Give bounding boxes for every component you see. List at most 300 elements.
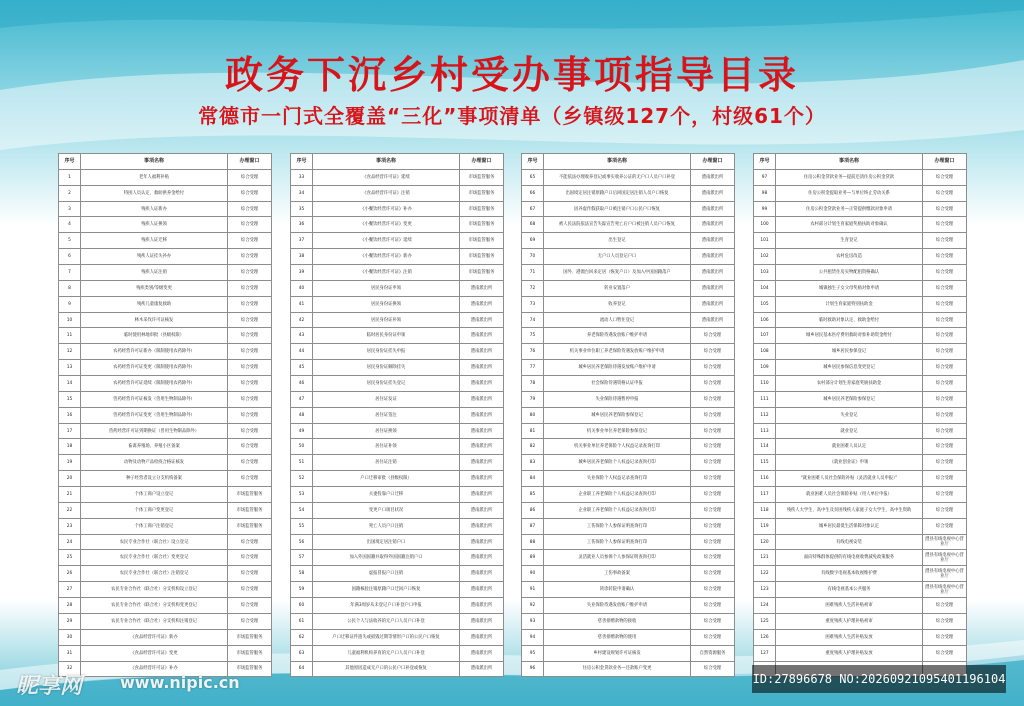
table-row bbox=[291, 598, 504, 614]
row-window: 综合受理 bbox=[228, 217, 272, 233]
row-window: 综合受理 bbox=[923, 233, 967, 249]
row-index: 47 bbox=[291, 391, 313, 407]
row-window: 综合受理 bbox=[228, 471, 272, 487]
table-row bbox=[522, 423, 735, 439]
row-item-name: 城镇独生子女父母奖励对象申请 bbox=[776, 280, 923, 296]
row-index: 120 bbox=[754, 534, 776, 550]
table-row bbox=[59, 582, 272, 598]
row-window: 综合受理 bbox=[691, 471, 735, 487]
row-item-name: 居住证补领 bbox=[313, 439, 460, 455]
row-item-name: 夫妻投靠户口迁移 bbox=[313, 487, 460, 503]
row-window: 综合受理 bbox=[923, 360, 967, 376]
table-row bbox=[522, 185, 735, 201]
row-index: 40 bbox=[291, 280, 313, 296]
row-index: 31 bbox=[59, 645, 81, 661]
row-window: 综合受理 bbox=[923, 471, 967, 487]
row-item-name: 城乡居民参保登记 bbox=[776, 344, 923, 360]
row-index: 32 bbox=[59, 661, 81, 677]
row-index: 26 bbox=[59, 566, 81, 582]
row-window: 综合受理 bbox=[691, 566, 735, 582]
row-item-name: 无户口人员登记户口 bbox=[544, 249, 691, 265]
row-index: 72 bbox=[522, 280, 544, 296]
page-subtitle: 常德市一门式全覆盖“三化”事项清单（乡镇级127个，村级61个） bbox=[198, 104, 826, 128]
table-row bbox=[522, 296, 735, 312]
row-window: 综合受理 bbox=[228, 280, 272, 296]
row-item-name: 公共租赁住房实物配租资格确认 bbox=[776, 265, 923, 281]
row-item-name: 计划生育家庭特别扶助金 bbox=[776, 296, 923, 312]
row-index: 118 bbox=[754, 502, 776, 518]
row-window: 综合受理 bbox=[691, 439, 735, 455]
row-window: 综合受理 bbox=[923, 407, 967, 423]
row-item-name: 死亡人员户口注销 bbox=[313, 518, 460, 534]
table-row bbox=[522, 407, 735, 423]
row-window: 综合受理 bbox=[691, 502, 735, 518]
row-window: 澧南派出所 bbox=[460, 360, 504, 376]
table-row bbox=[754, 296, 967, 312]
row-index: 20 bbox=[59, 471, 81, 487]
table-row bbox=[754, 328, 967, 344]
row-window: 综合受理 bbox=[228, 201, 272, 217]
row-index: 34 bbox=[291, 185, 313, 201]
row-item-name: 乡村建设规划许可证核发 bbox=[544, 645, 691, 661]
table-row bbox=[754, 487, 967, 503]
row-window: 综合受理 bbox=[691, 407, 735, 423]
row-window: 综合受理 bbox=[923, 487, 967, 503]
row-item-name: 国籍核验注销原籍户口迁回户口恢复 bbox=[313, 582, 460, 598]
row-index: 81 bbox=[522, 423, 544, 439]
row-window: 综合受理 bbox=[691, 328, 735, 344]
row-window: 综合受理 bbox=[228, 391, 272, 407]
table-row bbox=[754, 201, 967, 217]
row-index: 28 bbox=[59, 598, 81, 614]
row-window: 综合受理 bbox=[923, 201, 967, 217]
row-item-name: 个体工商户注销登记 bbox=[81, 518, 228, 534]
table-row bbox=[754, 502, 967, 518]
row-index: 75 bbox=[522, 328, 544, 344]
row-item-name: 失业保险待遇发放账户维护申请 bbox=[544, 598, 691, 614]
row-index: 116 bbox=[754, 471, 776, 487]
row-index: 61 bbox=[291, 613, 313, 629]
row-item-name: 临时救助对象认定、救助金给付 bbox=[776, 312, 923, 328]
row-item-name: 就业困难人员社会保险补贴（用人单位申报） bbox=[776, 487, 923, 503]
table-row bbox=[59, 328, 272, 344]
row-window: 澧南派出所 bbox=[691, 201, 735, 217]
image-id-bar: ID:27896678 NO:20260921095401196104 bbox=[752, 665, 1006, 693]
row-item-name: 失业保险个人权益记录查询打印 bbox=[544, 471, 691, 487]
table-row bbox=[522, 344, 735, 360]
table-row bbox=[522, 582, 735, 598]
items-table-2 bbox=[290, 153, 504, 677]
table-row bbox=[522, 550, 735, 566]
table-row bbox=[291, 518, 504, 534]
table-row bbox=[59, 407, 272, 423]
row-window: 综合受理 bbox=[228, 360, 272, 376]
row-item-name: 加入外国国籍并取得外国国籍注销户口 bbox=[313, 550, 460, 566]
row-index: 98 bbox=[754, 185, 776, 201]
row-window: 澧南派出所 bbox=[460, 550, 504, 566]
row-window: 综合受理 bbox=[923, 518, 967, 534]
row-index: 17 bbox=[59, 423, 81, 439]
row-index: 27 bbox=[59, 582, 81, 598]
row-window: 综合受理 bbox=[691, 613, 735, 629]
table-row bbox=[59, 550, 272, 566]
row-window: 市场监管服务 bbox=[460, 233, 504, 249]
row-item-name: 城乡居民养老保险参保登记 bbox=[776, 391, 923, 407]
row-window: 综合受理 bbox=[228, 439, 272, 455]
row-window: 澧南派出所 bbox=[691, 312, 735, 328]
row-item-name: 转业安置落户 bbox=[544, 280, 691, 296]
row-item-name: 《食品经营许可证》补办 bbox=[81, 661, 228, 677]
table-row bbox=[291, 502, 504, 518]
row-item-name: 就业登记 bbox=[776, 423, 923, 439]
table-row bbox=[522, 455, 735, 471]
table-row bbox=[522, 265, 735, 281]
row-item-name: 工伤保险个人参保证明查询打印 bbox=[544, 518, 691, 534]
row-item-name: 《就业创业证》申领 bbox=[776, 455, 923, 471]
table-row bbox=[59, 296, 272, 312]
table-row bbox=[59, 629, 272, 645]
row-window: 综合受理 bbox=[691, 598, 735, 614]
table-row bbox=[59, 169, 272, 185]
header-window: 办理窗口 bbox=[923, 154, 967, 170]
row-window: 综合受理 bbox=[923, 296, 967, 312]
row-item-name: 农村危房改造 bbox=[776, 249, 923, 265]
row-index: 12 bbox=[59, 344, 81, 360]
table-row bbox=[59, 645, 272, 661]
row-window: 综合受理 bbox=[691, 661, 735, 677]
row-item-name: 失业保险待遇暂停申报 bbox=[544, 391, 691, 407]
row-item-name: 农民专业合作社（联合社）分支机构设立登记 bbox=[81, 582, 228, 598]
row-index: 58 bbox=[291, 566, 313, 582]
table-row bbox=[522, 629, 735, 645]
row-index: 89 bbox=[522, 550, 544, 566]
row-index: 92 bbox=[522, 598, 544, 614]
row-item-name: 农村部分计划生育家庭奖励扶助对象确认 bbox=[776, 217, 923, 233]
row-index: 76 bbox=[522, 344, 544, 360]
row-window: 综合受理 bbox=[691, 423, 735, 439]
row-item-name: 转诊转院申请确认 bbox=[544, 582, 691, 598]
row-window: 澧南派出所 bbox=[691, 265, 735, 281]
table-row bbox=[59, 312, 272, 328]
row-window: 澧南派出所 bbox=[460, 391, 504, 407]
row-index: 105 bbox=[754, 296, 776, 312]
items-table-3 bbox=[521, 153, 735, 677]
row-window: 综合受理 bbox=[228, 185, 272, 201]
row-index: 107 bbox=[754, 328, 776, 344]
row-index: 127 bbox=[754, 645, 776, 661]
table-row bbox=[291, 249, 504, 265]
page-title: 政务下沉乡村受办事项指导目录 bbox=[224, 53, 799, 97]
row-item-name: 工伤保险个人参保证明查询打印 bbox=[544, 534, 691, 550]
row-window: 澧南派出所 bbox=[691, 185, 735, 201]
row-index: 90 bbox=[522, 566, 544, 582]
row-item-name: 慈善捐赠款物的使用 bbox=[544, 629, 691, 645]
row-window: 综合受理 bbox=[691, 360, 735, 376]
table-row bbox=[291, 645, 504, 661]
row-index: 60 bbox=[291, 598, 313, 614]
table-row bbox=[291, 629, 504, 645]
row-index: 4 bbox=[59, 217, 81, 233]
table-header-row bbox=[59, 154, 272, 170]
table-row bbox=[291, 233, 504, 249]
row-window: 综合受理 bbox=[691, 376, 735, 392]
row-item-name: 有线数字电视基本收视维护费 bbox=[776, 566, 923, 582]
row-item-name: 兽药经营许可证变更（兽用生物制品除外） bbox=[81, 407, 228, 423]
row-item-name: 残疾类别/等级变更 bbox=[81, 280, 228, 296]
row-index: 78 bbox=[522, 376, 544, 392]
table-row bbox=[754, 376, 967, 392]
row-index: 19 bbox=[59, 455, 81, 471]
row-index: 38 bbox=[291, 249, 313, 265]
header-index: 序号 bbox=[522, 154, 544, 170]
row-window: 综合受理 bbox=[923, 280, 967, 296]
row-window: 澧南派出所 bbox=[691, 217, 735, 233]
row-item-name: 有线电视基本公共服务 bbox=[776, 582, 923, 598]
row-window: 综合受理 bbox=[923, 185, 967, 201]
row-item-name: 流动人口暂住登记 bbox=[544, 312, 691, 328]
row-item-name: 《小餐饮经营许可证》注销 bbox=[313, 265, 460, 281]
row-index: 24 bbox=[59, 534, 81, 550]
row-index: 102 bbox=[754, 249, 776, 265]
row-index: 8 bbox=[59, 280, 81, 296]
row-index: 10 bbox=[59, 312, 81, 328]
table-row bbox=[522, 502, 735, 518]
row-window: 综合受理 bbox=[228, 550, 272, 566]
table-row bbox=[59, 344, 272, 360]
row-index: 70 bbox=[522, 249, 544, 265]
table-row bbox=[522, 518, 735, 534]
row-window: 综合受理 bbox=[691, 534, 735, 550]
row-window: 市场监管服务 bbox=[228, 502, 272, 518]
row-index: 3 bbox=[59, 201, 81, 217]
row-index: 37 bbox=[291, 233, 313, 249]
row-window: 澧南派出所 bbox=[691, 296, 735, 312]
row-index: 87 bbox=[522, 518, 544, 534]
row-item-name: 城乡居民基本医疗费用救助对象补助资金给付 bbox=[776, 328, 923, 344]
row-window: 综合受理 bbox=[228, 233, 272, 249]
table-row bbox=[522, 360, 735, 376]
row-window: 综合受理 bbox=[923, 312, 967, 328]
row-window: 综合受理 bbox=[228, 376, 272, 392]
row-index: 21 bbox=[59, 487, 81, 503]
row-window: 市场监管服务 bbox=[460, 217, 504, 233]
row-window: 澧南派出所 bbox=[460, 344, 504, 360]
row-item-name: 机关事业单位职工养老保险待遇发放账户维护申请 bbox=[544, 344, 691, 360]
row-index: 7 bbox=[59, 265, 81, 281]
row-item-name: 特困人员认定、救助供养金给付 bbox=[81, 185, 228, 201]
row-item-name: 重度残疾人护理补贴初审 bbox=[776, 613, 923, 629]
table-row bbox=[754, 645, 967, 661]
row-index: 14 bbox=[59, 376, 81, 392]
row-window: 综合受理 bbox=[691, 582, 735, 598]
table-row bbox=[522, 613, 735, 629]
row-item-name: 其他原因造成无户口的公民户口补登或恢复 bbox=[313, 661, 460, 677]
row-index: 100 bbox=[754, 217, 776, 233]
row-index: 68 bbox=[522, 217, 544, 233]
row-index: 41 bbox=[291, 296, 313, 312]
row-item-name: 城乡居民养老保险待遇发放账户维护申请 bbox=[544, 360, 691, 376]
header-item-name: 事项名称 bbox=[776, 154, 923, 170]
header-window: 办理窗口 bbox=[691, 154, 735, 170]
table-row bbox=[291, 471, 504, 487]
row-item-name: 变更户口项目状况 bbox=[313, 502, 460, 518]
table-row bbox=[754, 217, 967, 233]
table-row bbox=[291, 201, 504, 217]
row-window: 综合受理 bbox=[923, 423, 967, 439]
row-window: 澧南派出所 bbox=[691, 169, 735, 185]
row-item-name: 困难残疾人生活补贴发放 bbox=[776, 629, 923, 645]
row-window: 澧南派出所 bbox=[460, 471, 504, 487]
table-row bbox=[291, 185, 504, 201]
table-row bbox=[291, 217, 504, 233]
table-header-row bbox=[754, 154, 967, 170]
row-item-name: 《食品经营许可证》延续 bbox=[313, 169, 460, 185]
row-window: 综合受理 bbox=[923, 169, 967, 185]
table-row bbox=[522, 439, 735, 455]
row-window: 综合受理 bbox=[923, 439, 967, 455]
row-item-name: 农药经营许可证变更（限制使用农药除外） bbox=[81, 360, 228, 376]
row-item-name: 出国境定居注销原籍户口后回国定居注销人员户口恢复 bbox=[544, 185, 691, 201]
row-item-name: 机关事业单位养老保险参保登记 bbox=[544, 423, 691, 439]
row-index: 18 bbox=[59, 439, 81, 455]
table-row bbox=[59, 566, 272, 582]
row-index: 99 bbox=[754, 201, 776, 217]
row-item-name: 不能依法办理收养登记或事实收养公证的无户口人员户口补登 bbox=[544, 169, 691, 185]
table-row bbox=[522, 471, 735, 487]
header-item-name: 事项名称 bbox=[544, 154, 691, 170]
row-item-name: 残疾儿童康复救助 bbox=[81, 296, 228, 312]
row-item-name: 城乡居民最低生活保障对象认定 bbox=[776, 518, 923, 534]
row-index: 55 bbox=[291, 518, 313, 534]
row-window: 市场监管服务 bbox=[460, 169, 504, 185]
table-row bbox=[59, 280, 272, 296]
table-row bbox=[754, 391, 967, 407]
row-window: 综合受理 bbox=[923, 249, 967, 265]
table-row bbox=[291, 423, 504, 439]
row-window: 综合受理 bbox=[923, 455, 967, 471]
row-item-name: 兽药经营许可证核发（兽用生物制品除外） bbox=[81, 391, 228, 407]
row-item-name: 《小餐饮经营许可证》延续 bbox=[313, 233, 460, 249]
row-item-name: 居住证签注 bbox=[313, 407, 460, 423]
table-row bbox=[59, 217, 272, 233]
table-row bbox=[291, 582, 504, 598]
row-item-name: 城乡居民养老保险个人权益记录查询打印 bbox=[544, 455, 691, 471]
row-window: 市场监管服务 bbox=[228, 661, 272, 677]
row-window: 综合受理 bbox=[923, 391, 967, 407]
watermark-logo: 昵享网 bbox=[16, 674, 83, 699]
row-item-name: 收养登记 bbox=[544, 296, 691, 312]
row-item-name: 户口迁移审批（县级权限） bbox=[313, 471, 460, 487]
row-item-name: 户口迁移证件遗失或损毁过期等情形户口的公民户口恢复 bbox=[313, 629, 460, 645]
row-window: 市场监管服务 bbox=[228, 629, 272, 645]
table-row bbox=[522, 280, 735, 296]
row-window: 市场监管服务 bbox=[228, 645, 272, 661]
row-item-name: 《小餐饮经营许可证》补办 bbox=[313, 201, 460, 217]
table-row bbox=[754, 550, 967, 566]
row-window: 综合受理 bbox=[691, 391, 735, 407]
table-row bbox=[522, 645, 735, 661]
row-window: 澧南派出所 bbox=[460, 582, 504, 598]
row-index: 13 bbox=[59, 360, 81, 376]
row-item-name: 机关事业单位养老保险个人权益记录查询打印 bbox=[544, 439, 691, 455]
row-item-name: 农民专业合作社（联合社）分支机构变更登记 bbox=[81, 598, 228, 614]
row-window: 综合受理 bbox=[923, 265, 967, 281]
table-row bbox=[59, 455, 272, 471]
row-item-name: 林木采伐许可证核发 bbox=[81, 312, 228, 328]
row-window: 综合受理 bbox=[228, 566, 272, 582]
table-row bbox=[754, 407, 967, 423]
row-window: 澧南派出所 bbox=[460, 645, 504, 661]
header-index: 序号 bbox=[754, 154, 776, 170]
table-row bbox=[59, 439, 272, 455]
row-index: 42 bbox=[291, 312, 313, 328]
table-row bbox=[59, 502, 272, 518]
row-index: 77 bbox=[522, 360, 544, 376]
row-item-name: 《小餐饮经营许可证》新办 bbox=[313, 249, 460, 265]
row-window: 澧南派出所 bbox=[460, 487, 504, 503]
row-window: 综合受理 bbox=[228, 582, 272, 598]
row-item-name: 因养虚作假获取户口被注销户口公民户口恢复 bbox=[544, 201, 691, 217]
row-item-name: 兽药经营许可证到期换证（兽用生物制品除外） bbox=[81, 423, 228, 439]
table-row bbox=[291, 280, 504, 296]
table-row bbox=[522, 566, 735, 582]
row-window: 综合受理 bbox=[228, 344, 272, 360]
row-index: 54 bbox=[291, 502, 313, 518]
row-index: 59 bbox=[291, 582, 313, 598]
table-row bbox=[291, 407, 504, 423]
row-item-name: 农民专业合作社（联合社）分支机构注销登记 bbox=[81, 613, 228, 629]
row-index: 62 bbox=[291, 629, 313, 645]
row-item-name: 居民身份证换领 bbox=[313, 296, 460, 312]
table-row bbox=[59, 249, 272, 265]
row-index: 106 bbox=[754, 312, 776, 328]
row-index: 93 bbox=[522, 613, 544, 629]
row-item-name: 临时居民身份证申领 bbox=[313, 328, 460, 344]
row-item-name: 《食品经营许可证》变更 bbox=[81, 645, 228, 661]
row-index: 2 bbox=[59, 185, 81, 201]
row-index: 71 bbox=[522, 265, 544, 281]
row-window: 综合受理 bbox=[228, 169, 272, 185]
row-window: 综合受理 bbox=[923, 613, 967, 629]
table-row bbox=[59, 391, 272, 407]
row-index: 33 bbox=[291, 169, 313, 185]
table-row bbox=[754, 360, 967, 376]
row-window: 综合受理 bbox=[228, 265, 272, 281]
table-row bbox=[522, 391, 735, 407]
row-item-name: 有线电视安装 bbox=[776, 534, 923, 550]
row-window: 综合受理 bbox=[228, 407, 272, 423]
row-window: 综合受理 bbox=[691, 455, 735, 471]
row-item-name: 社会保险待遇资格认证申报 bbox=[544, 376, 691, 392]
row-window: 综合受理 bbox=[923, 217, 967, 233]
row-item-name: 老年人福利补贴 bbox=[81, 169, 228, 185]
row-item-name: 临时使用林地审批（县级权限） bbox=[81, 328, 228, 344]
row-window: 澧县有线电视中心营业厅 bbox=[923, 534, 967, 550]
table-row bbox=[754, 439, 967, 455]
table-header-row bbox=[291, 154, 504, 170]
row-item-name: 虚报冒报户口注销 bbox=[313, 566, 460, 582]
row-item-name: 农民专业合作社（联合社）注销登记 bbox=[81, 566, 228, 582]
row-window: 澧南派出所 bbox=[460, 312, 504, 328]
row-window: 澧南派出所 bbox=[460, 423, 504, 439]
row-item-name: 年满3周岁从未登记户口补登户口申报 bbox=[313, 598, 460, 614]
row-item-name: 《食品经营许可证》新办 bbox=[81, 629, 228, 645]
row-window: 综合受理 bbox=[228, 423, 272, 439]
row-window: 澧南派出所 bbox=[460, 455, 504, 471]
row-window: 市场监管服务 bbox=[228, 518, 272, 534]
row-index: 85 bbox=[522, 487, 544, 503]
row-window: 综合受理 bbox=[923, 328, 967, 344]
